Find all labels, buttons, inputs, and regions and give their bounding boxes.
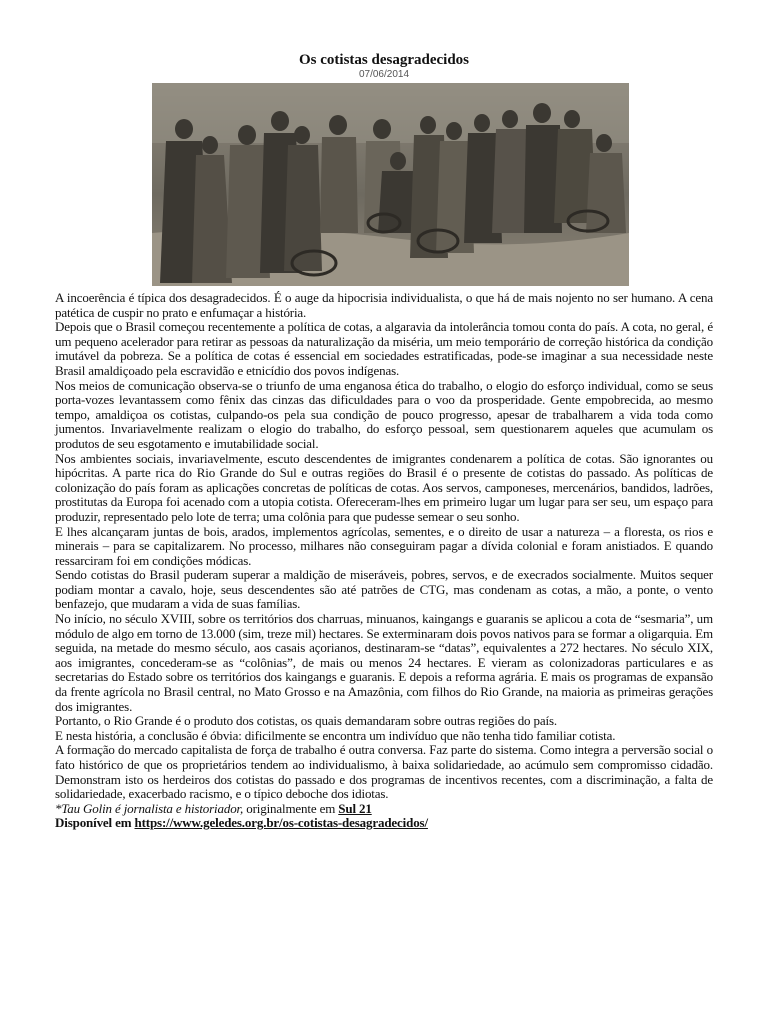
paragraph: A incoerência é típica dos desagradecidos. É o auge da hipocrisia individualista, o que há de mais nojento no ser humano. A cena patética de cuspir no prato e enfumaçar a história. — [55, 290, 713, 320]
paragraph: E nesta história, a conclusão é óbvia: dificilmente se encontra um indivíduo que não tenha tido familiar cotista. — [55, 727, 616, 743]
paragraph: Nos meios de comunicação observa-se o triunfo de uma enganosa ética do trabalho, o elogio do esforço individual, como se seus porta-vozes levantassem como fênix das cinzas das dificuldades para o voo da prosperidade. Gente empobrecida, ao mesmo tempo, amaldiçoa os cotistas, culpando-os pela sua condição de pouco progresso, apesar de trabalharem a vida toda como jumentos. Invariavelmente realizam o elogio do trabalho, do esforço pessoal, sem questionarem aqueles que acumulam os produtos de seu esgotamento e imutabilidade social. — [55, 377, 713, 451]
article-body — [55, 291, 713, 831]
author-note: *Tau Golin é jornalista e historiador, — [55, 800, 244, 816]
source-label: Disponível em — [55, 815, 135, 831]
paragraph: E lhes alcançaram juntas de bois, arados, implementos agrícolas, sementes, e o direito de usar a natureza – a floresta, os rios e minerais – para se capitalizarem. No processo, milhares não conseguiram pagar a dívida colonial e foram anistiados. E quando ressarciram foi em condições módicas. — [55, 523, 713, 568]
article-title: Os cotistas desagradecidos — [299, 52, 469, 68]
source-url-link[interactable]: https://www.geledes.org.br/os-cotistas-desagradecidos/ — [134, 815, 428, 831]
paragraph: Portanto, o Rio Grande é o produto dos cotistas, os quais demandaram sobre outras regiões do país. — [55, 713, 557, 729]
paragraph: Nos ambientes sociais, invariavelmente, escuto descendentes de imigrantes condenarem a política de cotas. São ignorantes ou hipócritas. A parte rica do Rio Grande do Sul e outras regiões do Brasil é o presente de cotistas do passado. As políticas de colonização do país foram as aplicações concretas de políticas de cotas. Aos servos, camponeses, mercenários, bandidos, ladrões, prostitutas da Europa foi acenado com a utopia cotista. Ofereceram-lhes em primeiro lugar um lugar para ser seu, um espaço para produzir, representado pelo lote de terra; uma colônia para que pudesse semear o seu sonho. — [55, 450, 713, 524]
paragraph: A formação do mercado capitalista de força de trabalho é outra conversa. Faz parte do sistema. Como integra a perversão social o fato histórico de que os proprietários tendem ao individualismo, à baixa solidariedade, ao acúmulo sem compromisso cidadão. Demonstram isto os herdeiros dos cotistas do passado e dos programas de incentivos recentes, com a discriminação, a falta de solidariedade, exacerbado racismo, e o típico deboche dos idiotas. — [55, 742, 713, 802]
source-line — [55, 816, 713, 831]
credit-text: originalmente em — [243, 800, 339, 816]
paragraph: No início, no século XVIII, sobre os territórios dos charruas, minuanos, kaingangs e guaranis se aplicou a cota de “sesmaria”, um módulo de algo em torno de 13.000 (sim, treze mil) hectares. Se exterminaram dois povos nativos para se formar a oligarquia. Em seguida, na metade do mesmo século, aos casais açorianos, destinaram-se “datas”, equivalentes a 272 hectares. No século XIX, aos imigrantes, concederam-se as “colônias”, de mais ou menos 24 hectares. E vieram as colonizadoras particulares e as secretarias do Estado sobre os territórios dos kaingangs e guaranis. E depois a reforma agrária. E mais os programas de expansão da frente agrícola no Brasil central, no Mato Grosso e na Amazônia, com filhos do Rio Grande, na maioria as primeiras gerações dos imigrantes. — [55, 611, 713, 714]
author-credit — [55, 802, 713, 817]
source-link-sul21[interactable]: Sul 21 — [338, 800, 372, 816]
paragraph: Depois que o Brasil começou recentemente a política de cotas, a algaravia da intolerância tomou conta do país. A cota, no geral, é um pequeno acelerador para retirar as pessoas da naturalização da miséria, um meio temporário de correção histórica da condição imutável da pobreza. Se a política de cotas é essencial em sociedades estratificadas, pode-se imaginar a sua necessidade neste Brasil amaldiçoado pela escravidão e etnicídio dos povos indígenas. — [55, 319, 713, 378]
historical-photo — [152, 83, 629, 286]
article-date: 07/06/2014 — [358, 69, 410, 80]
paragraph: Sendo cotistas do Brasil puderam superar a maldição de miseráveis, pobres, servos, e de execrados socialmente. Muitos sequer podiam montar a cavalo, hoje, seus descendentes são até patrões de CTG, mas condenam as cotas, a mão, a ponte, o vento benfazejo, que mudaram a vida de suas famílias. — [55, 567, 713, 612]
